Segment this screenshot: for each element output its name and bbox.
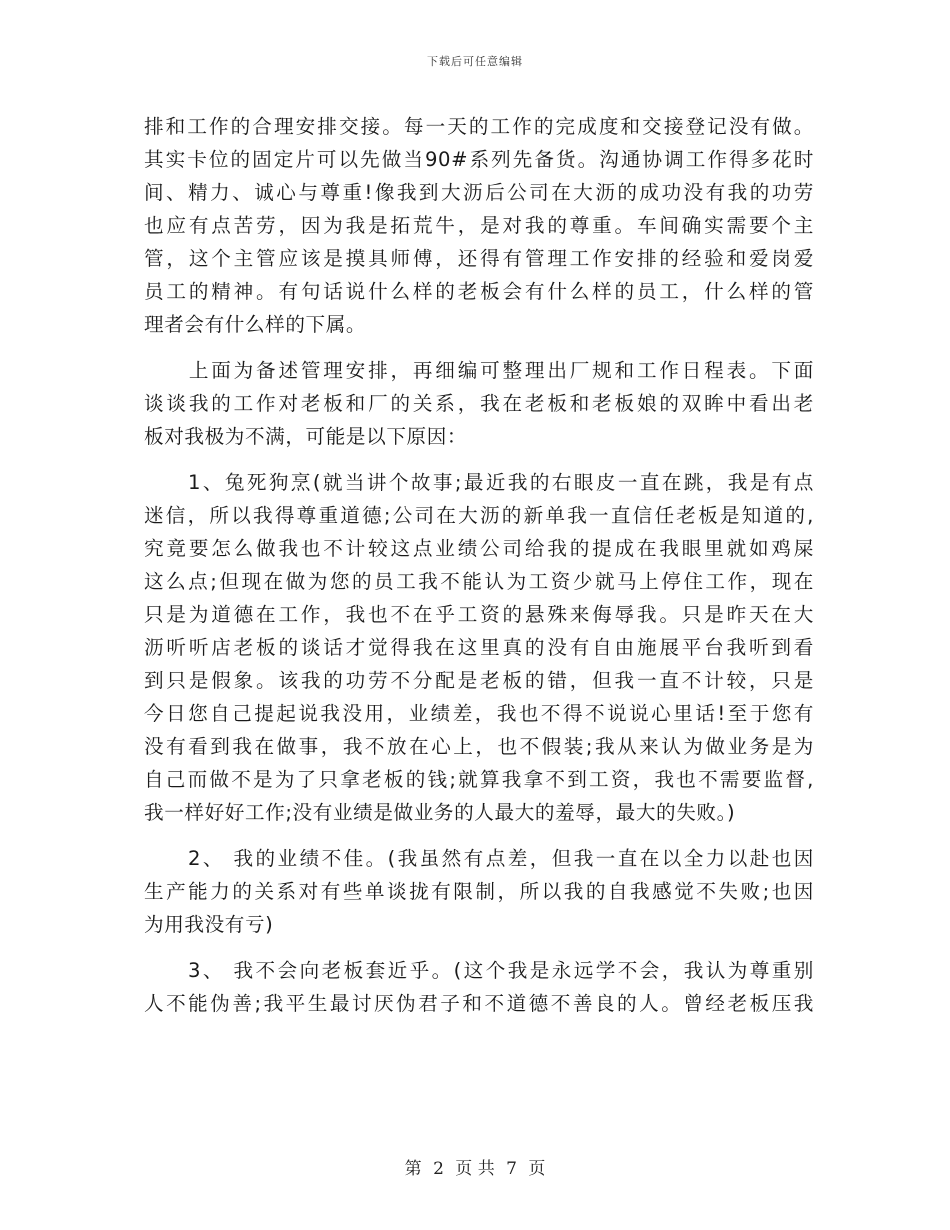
text-line: 理者会有什么样的下属。 xyxy=(144,313,367,336)
text-line: 沥听听店老板的谈话才觉得我在这里真的没有自由施展平台我听到看 xyxy=(144,636,814,659)
text-line: 今日您自己提起说我没用，业绩差，我也不得不说说心里话!至于您有 xyxy=(144,702,814,725)
text-line: 3、 我不会向老板套近乎。(这个我是永远学不会，我认为尊重别 xyxy=(144,959,814,982)
text-line: 迷信，所以我得尊重道德;公司在大沥的新单我一直信任老板是知道的, xyxy=(144,504,814,527)
document-body xyxy=(144,110,814,1033)
text-line: 自己而做不是为了只拿老板的钱;就算我拿不到工资，我也不需要监督, xyxy=(144,768,814,791)
paragraph-4 xyxy=(144,842,814,941)
text-line: 板对我极为不满，可能是以下原因： xyxy=(144,425,468,448)
page-header: 下载后可任意编辑 xyxy=(427,55,523,68)
text-line: 没有看到我在做事，我不放在心上，也不假装;我从来认为做业务是为 xyxy=(144,735,814,758)
text-line: 究竟要怎么做我也不计较这点业绩公司给我的提成在我眼里就如鸡屎 xyxy=(144,537,814,560)
text-line: 间、精力、诚心与尊重!像我到大沥后公司在大沥的成功没有我的功劳 xyxy=(144,181,814,204)
text-line: 这么点;但现在做为您的员工我不能认为工资少就马上停住工作，现在 xyxy=(144,570,814,593)
text-line: 2、 我的业绩不佳。(我虽然有点差，但我一直在以全力以赴也因 xyxy=(144,847,814,870)
text-line: 排和工作的合理安排交接。每一天的工作的完成度和交接登记没有做。 xyxy=(144,115,814,138)
paragraph-1 xyxy=(144,110,814,341)
current-page-number: 2 xyxy=(433,1159,444,1179)
text-line: 生产能力的关系对有些单谈拢有限制，所以我的自我感觉不失败;也因 xyxy=(144,880,814,903)
text-line: 为用我没有亏) xyxy=(144,913,274,936)
text-line: 其实卡位的固定片可以先做当90#系列先备货。沟通协调工作得多花时 xyxy=(144,148,814,171)
text-line: 只是为道德在工作，我也不在乎工资的悬殊来侮辱我。只是昨天在大 xyxy=(144,603,814,626)
text-line: 人不能伪善;我平生最讨厌伪君子和不道德不善良的人。曾经老板压我 xyxy=(144,992,814,1015)
paragraph-2 xyxy=(144,354,814,453)
footer-prefix: 第 xyxy=(404,1159,422,1179)
text-line: 谈谈我的工作对老板和厂的关系，我在老板和老板娘的双眸中看出老 xyxy=(144,392,814,415)
footer-middle: 页 共 xyxy=(455,1159,495,1179)
text-line: 到只是假象。该我的功劳不分配是老板的错，但我一直不计较，只是 xyxy=(144,669,814,692)
footer-suffix: 页 xyxy=(528,1159,546,1179)
text-line: 也应有点苦劳，因为我是拓荒牛，是对我的尊重。车间确实需要个主 xyxy=(144,214,814,237)
text-line: 我一样好好工作;没有业绩是做业务的人最大的羞辱，最大的失败。) xyxy=(144,801,736,824)
text-line: 上面为备述管理安排，再细编可整理出厂规和工作日程表。下面 xyxy=(144,359,814,382)
page-footer xyxy=(0,1154,950,1179)
text-line: 1、兔死狗烹(就当讲个故事;最近我的右眼皮一直在跳，我是有点 xyxy=(144,471,814,494)
paragraph-5 xyxy=(144,954,814,1020)
text-line: 员工的精神。有句话说什么样的老板会有什么样的员工，什么样的管 xyxy=(144,280,814,303)
text-line: 管，这个主管应该是摸具师傅，还得有管理工作安排的经验和爱岗爱 xyxy=(144,247,814,270)
total-pages-number: 7 xyxy=(506,1159,517,1179)
paragraph-3 xyxy=(144,466,814,829)
